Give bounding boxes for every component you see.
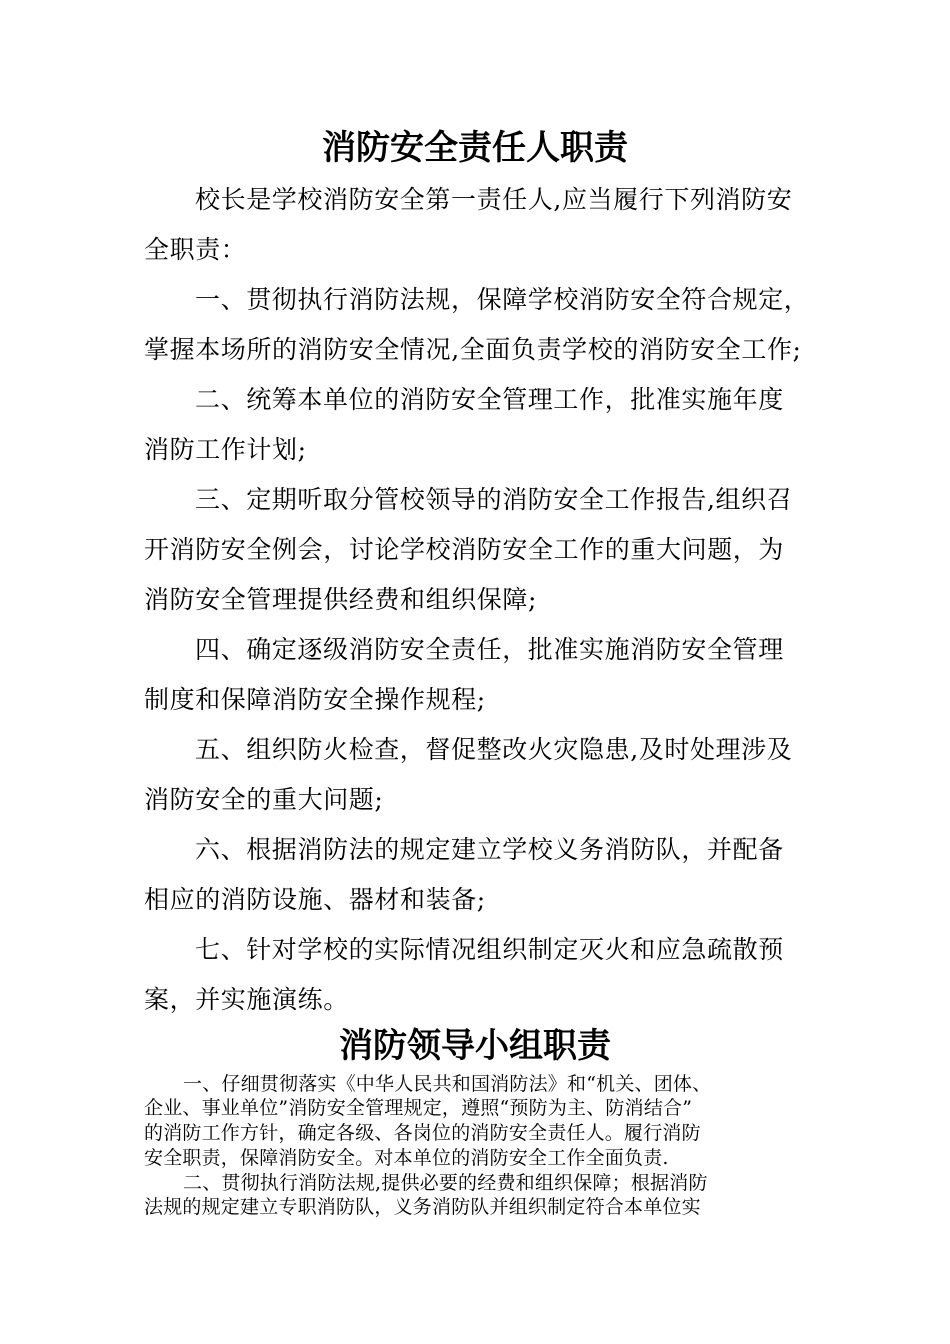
section2-line: 二、贯彻执行消防法规,提供必要的经费和组织保障；根据消防: [183, 1172, 708, 1194]
section1-line: 消防工作计划;: [144, 435, 307, 464]
section1-line: 开消防安全例会，讨论学校消防安全工作的重大问题，为: [144, 535, 785, 564]
section2-line: 法规的规定建立专职消防队，义务消防队并组织制定符合本单位实: [144, 1196, 701, 1218]
section1-line: 一、贯彻执行消防法规，保障学校消防安全符合规定，: [195, 285, 810, 314]
section1-line: 三、定期听取分管校领导的消防安全工作报告,组织召: [195, 485, 793, 514]
section2-line: 企业、事业单位”消防安全管理规定，遵照“预防为主、防消结合”: [144, 1097, 693, 1119]
section1-title: 消防安全责任人职责: [322, 128, 628, 168]
section1-line: 案，并实施演练。: [144, 985, 349, 1014]
section1-line: 五、组织防火检查，督促整改火灾隐患,及时处理涉及: [195, 735, 793, 764]
section1-line: 六、根据消防法的规定建立学校义务消防队，并配备: [195, 835, 784, 864]
section1-line: 二、统筹本单位的消防安全管理工作，批准实施年度: [195, 385, 784, 414]
section1-line: 校长是学校消防安全第一责任人,应当履行下列消防安: [195, 185, 793, 214]
section1-line: 消防安全管理提供经费和组织保障;: [144, 585, 538, 614]
section1-line: 消防安全的重大问题;: [144, 785, 384, 814]
section1-line: 四、确定逐级消防安全责任，批准实施消防安全管理: [195, 635, 784, 664]
section2-line: 安全职责，保障消防安全。对本单位的消防安全工作全面负责.: [144, 1147, 669, 1169]
section1-line: 相应的消防设施、器材和装备;: [144, 885, 486, 914]
section1-line: 掌握本场所的消防安全情况,全面负责学校的消防安全工作;: [144, 335, 802, 364]
section2-line: 一、仔细贯彻落实《中华人民共和国消防法》和“机关、团体、: [183, 1073, 712, 1095]
section1-line: 全职责：: [144, 235, 247, 264]
section2-title: 消防领导小组职责: [339, 1026, 611, 1066]
section1-line: 制度和保障消防安全操作规程;: [144, 685, 486, 714]
section1-line: 七、针对学校的实际情况组织制定灭火和应急疏散预: [195, 935, 784, 964]
section2-line: 的消防工作方针，确定各级、各岗位的消防安全责任人。履行消防: [144, 1122, 701, 1144]
